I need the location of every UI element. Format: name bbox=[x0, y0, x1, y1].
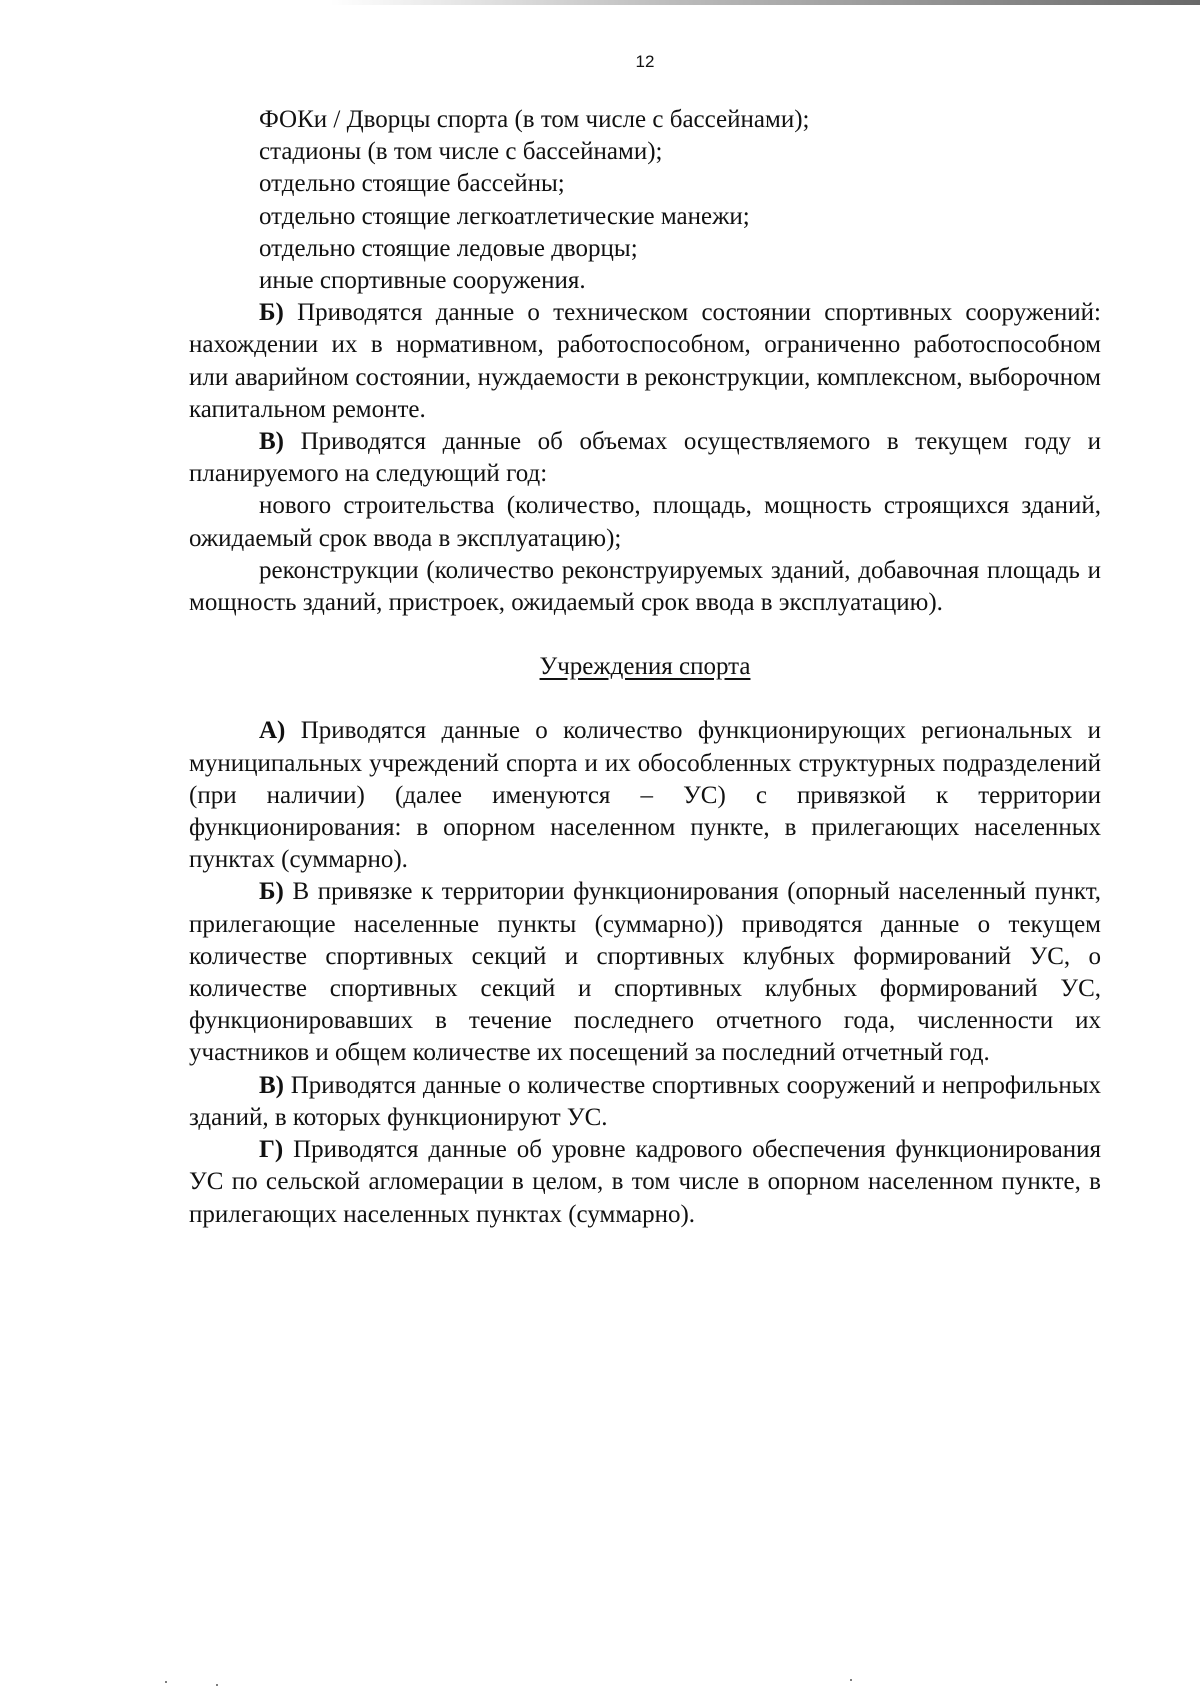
list-item: иные спортивные сооружения. bbox=[259, 267, 586, 295]
list-item: ФОКи / Дворцы спорта (в том числе с бассейнами); bbox=[259, 106, 810, 133]
paragraph-institutions-a bbox=[189, 715, 1101, 876]
paragraph-letter: А) bbox=[259, 717, 286, 745]
page-number: 12 bbox=[635, 52, 655, 71]
scan-edge-shadow bbox=[330, 0, 1200, 5]
paragraph-letter: В) bbox=[259, 428, 284, 456]
paragraph-institutions-v bbox=[189, 1070, 1101, 1134]
paragraph-text: Приводятся данные о количестве спортивных сооружений и непрофильных зданий, в которых функционируют УС. bbox=[189, 1071, 1101, 1131]
paragraph-reconstruction: реконструкции (количество реконструируемых зданий, добавочная площадь и мощность зданий, пристроек, ожидаемый срок ввода в эксплуатацию). bbox=[189, 556, 1101, 617]
paragraph-letter: Г) bbox=[259, 1136, 284, 1164]
paragraph-facilities-b bbox=[189, 297, 1101, 426]
paragraph-text: Приводятся данные о техническом состоянии спортивных сооружений: нахождении их в нормативном, работоспособном, ограниченно работоспособном или аварийном состоянии, нуждаемости в реконструкции, комплексном, выборочном капитальном ремонте. bbox=[189, 299, 1101, 423]
list-item: отдельно стоящие легкоатлетические манежи; bbox=[259, 202, 750, 230]
paragraph-institutions-b bbox=[189, 876, 1101, 1069]
paragraph-text: В привязке к территории функционирования (опорный населенный пункт, прилегающие населенные пункты (суммарно)) приводятся данные о текущем количестве спортивных секций и спортивных клубных формирований УС, о количестве спортивных секций и спортивных клубных формирований УС, функционировавших в течение последнего отчетного года, численности их участников и общем количестве их посещений за последний отчетный год. bbox=[189, 878, 1101, 1067]
paragraph-text: Приводятся данные о количество функционирующих региональных и муниципальных учреждений спорта и их обособленных структурных подразделений (при наличии) (далее именуются – УС) с привязкой к территории функционирования: в опорном населенном пункте, в прилегающих населенных пунктах (суммарно). bbox=[189, 717, 1101, 874]
paragraph-institutions-g bbox=[189, 1134, 1101, 1231]
paragraph-text: Приводятся данные об уровне кадрового обеспечения функционирования УС по сельской агломерации в целом, в том числе в опорном населенном пункте, в прилегающих населенных пунктах (суммарно). bbox=[189, 1136, 1101, 1228]
scan-speck bbox=[216, 1684, 218, 1686]
list-item: отдельно стоящие бассейны; bbox=[259, 170, 565, 198]
paragraph-construction: нового строительства (количество, площадь, мощность строящихся зданий, ожидаемый срок ввода в эксплуатацию); bbox=[189, 492, 1101, 552]
scan-speck bbox=[850, 1679, 852, 1681]
list-item: отдельно стоящие ледовые дворцы; bbox=[259, 234, 638, 262]
facility-list bbox=[189, 104, 1101, 297]
section-title: Учреждения спорта bbox=[539, 653, 751, 681]
paragraph-facilities-v bbox=[189, 426, 1101, 490]
document-body bbox=[189, 104, 1101, 1231]
paragraph-text: Приводятся данные об объемах осуществляемого в текущем году и планируемого на следующий год: bbox=[189, 428, 1101, 488]
list-item: стадионы (в том числе с бассейнами); bbox=[259, 138, 663, 166]
paragraph-letter: Б) bbox=[259, 878, 284, 906]
paragraph-letter: В) bbox=[259, 1071, 284, 1099]
scan-speck bbox=[165, 1681, 167, 1683]
paragraph-letter: Б) bbox=[259, 299, 284, 327]
